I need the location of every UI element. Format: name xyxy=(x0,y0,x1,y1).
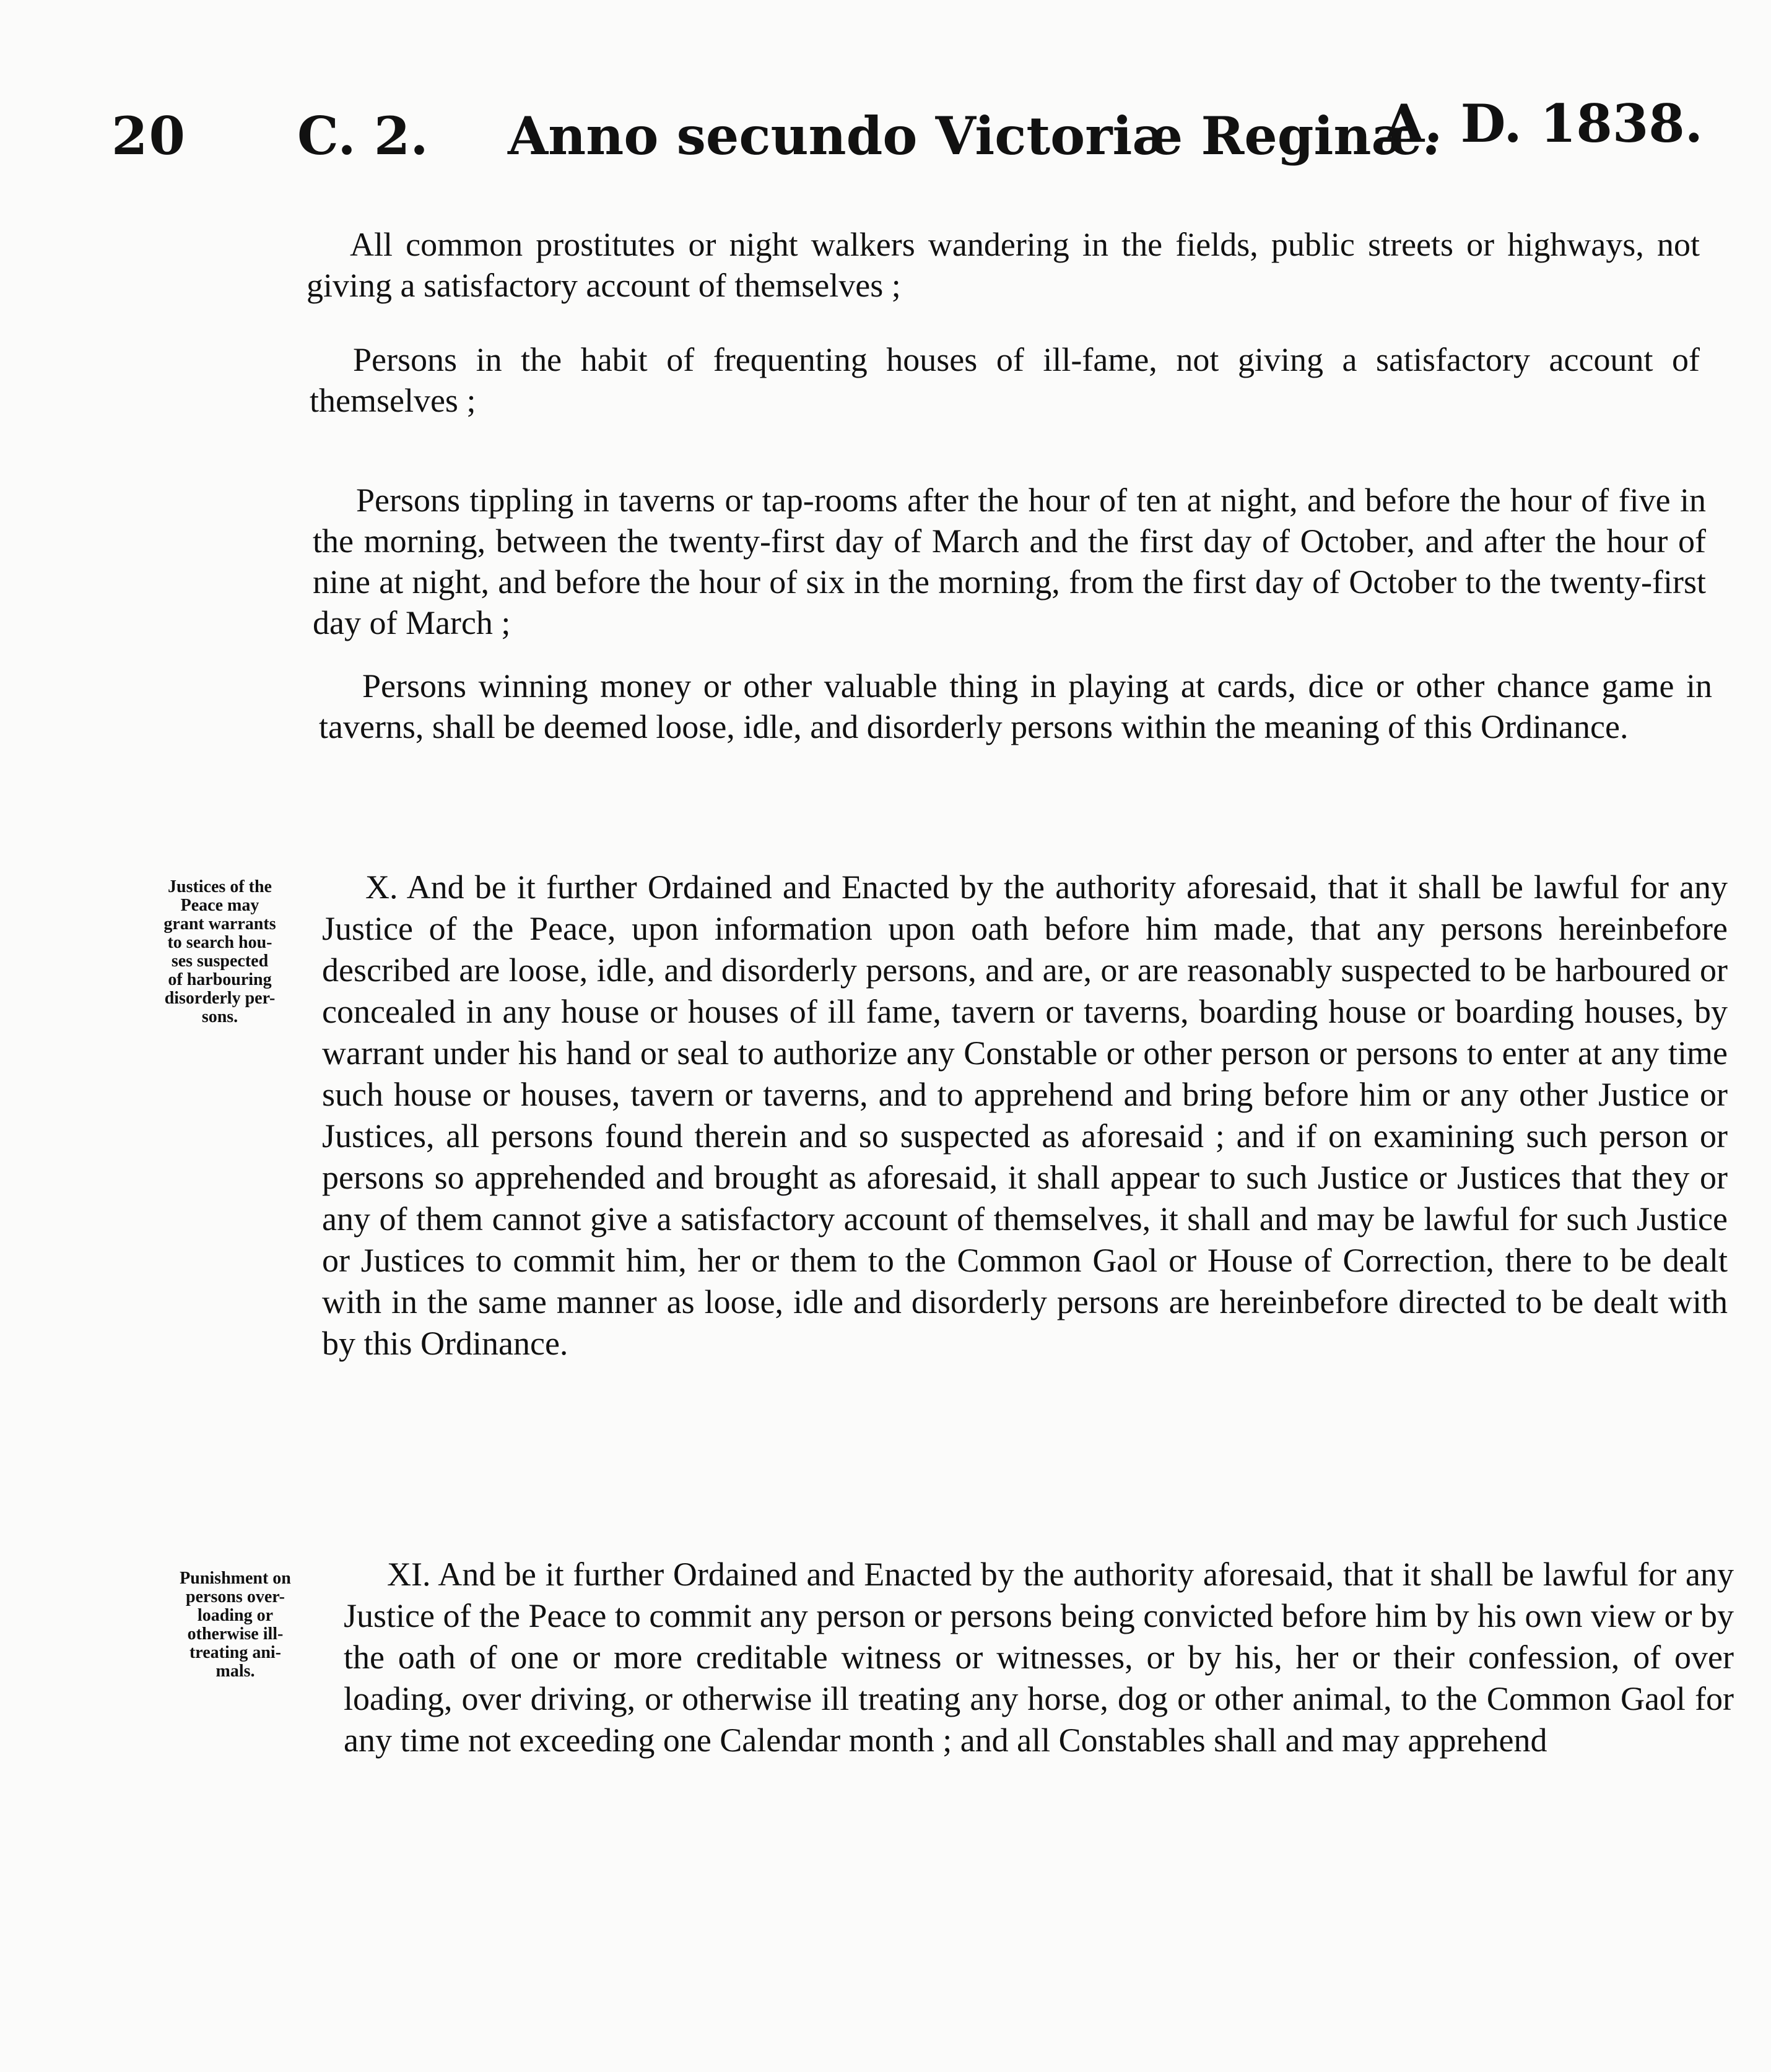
paragraph-text: XI. And be it further Ordained and Enacted by the authority aforesaid, that it shall be lawful for any Justice of the Peace to commit any person or persons being convicted before him by his own view or by the oath of one or more creditable witness or witnesses, or by his, her or their confession, of over loading, over driving, or otherwise ill treating any horse, dog or other animal, to the Common Gaol for any time not exceeding one Calendar month ; and all Constables shall and may apprehend xyxy=(344,1556,1734,1759)
section-x-paragraph xyxy=(322,867,1728,1364)
margin-note-line: sons. xyxy=(201,1007,238,1026)
margin-note-line: disorderly per- xyxy=(164,989,276,1008)
paragraph-text: X. And be it further Ordained and Enacted by the authority aforesaid, that it shall be lawful for any Justice of the Peace, upon information upon oath before him made, that any persons hereinbefore described are loose, idle, and disorderly persons, and are, or are reasonably suspected to be harboured or concealed in any house or houses of ill fame, tavern or taverns, boarding house or boarding houses, by warrant under his hand or seal to authorize any Constable or other person or persons to enter at any time such house or houses, tavern or taverns, and to apprehend and bring before him or any other Justice or Justices, all persons found therein and so suspected as aforesaid ; and if on examining such person or persons so apprehended and brought as aforesaid, it shall appear to such Justice or Justices that they or any of them cannot give a satisfactory account of themselves, it shall and may be lawful for such Justice or Justices to commit him, her or them to the Common Gaol or House of Correction, there to be dealt with in the same manner as loose, idle and disorderly persons are hereinbefore directed to be dealt with by this Ordinance. xyxy=(322,869,1728,1362)
page-header xyxy=(105,93,1703,180)
margin-note-line: Justices of the xyxy=(168,877,272,896)
margin-note-line: otherwise ill- xyxy=(187,1624,284,1644)
running-title: Anno secundo Victoriæ Reginæ. xyxy=(508,105,1440,167)
margin-note-line: loading or xyxy=(197,1606,274,1625)
paragraph-text: Persons tippling in taverns or tap-rooms after the hour of ten at night, and before the hour of five in the morning, between the twenty-first day of March and the first day of October, and after the hour of nine at night, and before the hour of six in the morning, from the first day of October to the twenty-first day of March ; xyxy=(313,482,1706,641)
margin-note-line: ses suspected xyxy=(171,951,269,971)
year-heading: A. D. 1838. xyxy=(1383,93,1703,154)
paragraph-text: Persons in the habit of frequenting houses of ill-fame, not giving a satisfactory account of themselves ; xyxy=(310,341,1700,419)
margin-note-line: to search hou- xyxy=(167,933,272,952)
margin-note-animal-punishment xyxy=(146,1569,325,1681)
margin-note-line: Punishment on xyxy=(180,1569,291,1588)
chapter-number: C. 2. xyxy=(297,105,429,167)
section-xi-paragraph xyxy=(344,1554,1734,1761)
paragraph-text: Persons winning money or other valuable thing in playing at cards, dice or other chance game in taverns, shall be deemed loose, idle, and disorderly persons within the meaning of this Ordinance. xyxy=(319,667,1712,745)
margin-note-line: mals. xyxy=(215,1662,255,1681)
paragraph-text: All common prostitutes or night walkers wandering in the fields, public streets or highways, not giving a satisfactory account of themselves ; xyxy=(307,226,1700,304)
margin-note-line: persons over- xyxy=(186,1587,285,1606)
margin-note-line: of harbouring xyxy=(168,970,272,989)
margin-note-line: treating ani- xyxy=(189,1643,282,1662)
margin-note-line: Peace may xyxy=(180,896,259,915)
paragraph-prostitutes xyxy=(307,224,1700,306)
paragraph-ill-fame xyxy=(310,339,1700,421)
paragraph-gaming xyxy=(319,665,1712,747)
margin-note-line: grant warrants xyxy=(163,914,276,934)
paragraph-tippling xyxy=(313,480,1706,643)
page-number: 20 xyxy=(111,105,186,167)
margin-note-search-warrants xyxy=(127,878,313,1026)
